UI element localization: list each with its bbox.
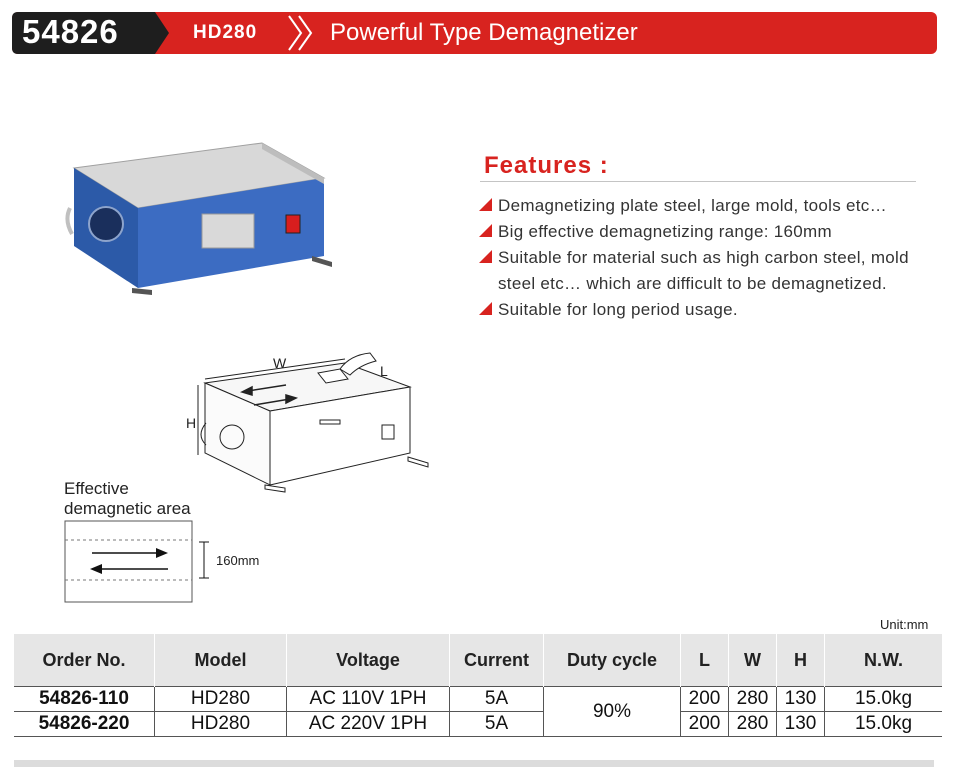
line-drawing xyxy=(190,345,440,495)
cell-w: 280 xyxy=(729,687,777,712)
bullet-triangle-icon xyxy=(479,224,492,237)
footer-rule xyxy=(14,760,934,767)
table-row xyxy=(14,687,942,712)
feature-item: Big effective demagnetizing range: 160mm xyxy=(478,219,938,245)
bullet-triangle-icon xyxy=(479,302,492,315)
feature-item: Demagnetizing plate steel, large mold, tools etc… xyxy=(478,193,938,219)
col-voltage: Voltage xyxy=(287,634,450,687)
table-row xyxy=(14,712,942,737)
width-label: W xyxy=(273,355,287,371)
spec-table xyxy=(14,634,942,737)
product-photo xyxy=(62,138,342,308)
col-l: L xyxy=(681,634,729,687)
cell-nw: 15.0kg xyxy=(825,712,943,737)
features-divider xyxy=(480,181,916,182)
effective-area-label xyxy=(64,479,191,519)
cell-w: 280 xyxy=(729,712,777,737)
cell-current: 5A xyxy=(450,712,544,737)
feature-item: Suitable for long period usage. xyxy=(478,297,938,323)
cell-current: 5A xyxy=(450,687,544,712)
height-label: H xyxy=(186,415,197,431)
col-nw: N.W. xyxy=(825,634,943,687)
col-order-no: Order No. xyxy=(14,634,155,687)
col-w: W xyxy=(729,634,777,687)
cell-h: 130 xyxy=(777,687,825,712)
cell-h: 130 xyxy=(777,712,825,737)
cell-voltage: AC 220V 1PH xyxy=(287,712,450,737)
cell-model: HD280 xyxy=(155,687,287,712)
cell-order-no: 54826-220 xyxy=(14,712,155,737)
cell-duty-cycle: 90% xyxy=(544,687,681,737)
model-label: HD280 xyxy=(193,22,258,43)
table-header-row xyxy=(14,634,942,687)
unit-label: Unit:mm xyxy=(880,617,929,632)
cell-l: 200 xyxy=(681,712,729,737)
cell-voltage: AC 110V 1PH xyxy=(287,687,450,712)
col-h: H xyxy=(777,634,825,687)
cell-nw: 15.0kg xyxy=(825,687,943,712)
features-list xyxy=(478,193,938,323)
effective-area-line1: Effective xyxy=(64,479,129,498)
effective-area-line2: demagnetic area xyxy=(64,499,191,518)
product-code: 54826 xyxy=(22,13,119,50)
page-title: Powerful Type Demagnetizer xyxy=(330,19,638,46)
features-title: Features : xyxy=(484,152,609,179)
cell-model: HD280 xyxy=(155,712,287,737)
cell-order-no: 54826-110 xyxy=(14,687,155,712)
col-duty-cycle: Duty cycle xyxy=(544,634,681,687)
effective-area-diagram xyxy=(64,520,214,604)
bullet-triangle-icon xyxy=(479,198,492,211)
feature-item: Suitable for material such as high carbon steel, mold steel etc… which are difficult to be demagnetized. xyxy=(478,245,938,297)
bullet-triangle-icon xyxy=(479,250,492,263)
col-model: Model xyxy=(155,634,287,687)
col-current: Current xyxy=(450,634,544,687)
cell-l: 200 xyxy=(681,687,729,712)
range-label: 160mm xyxy=(216,553,260,568)
length-label: L xyxy=(380,363,388,379)
